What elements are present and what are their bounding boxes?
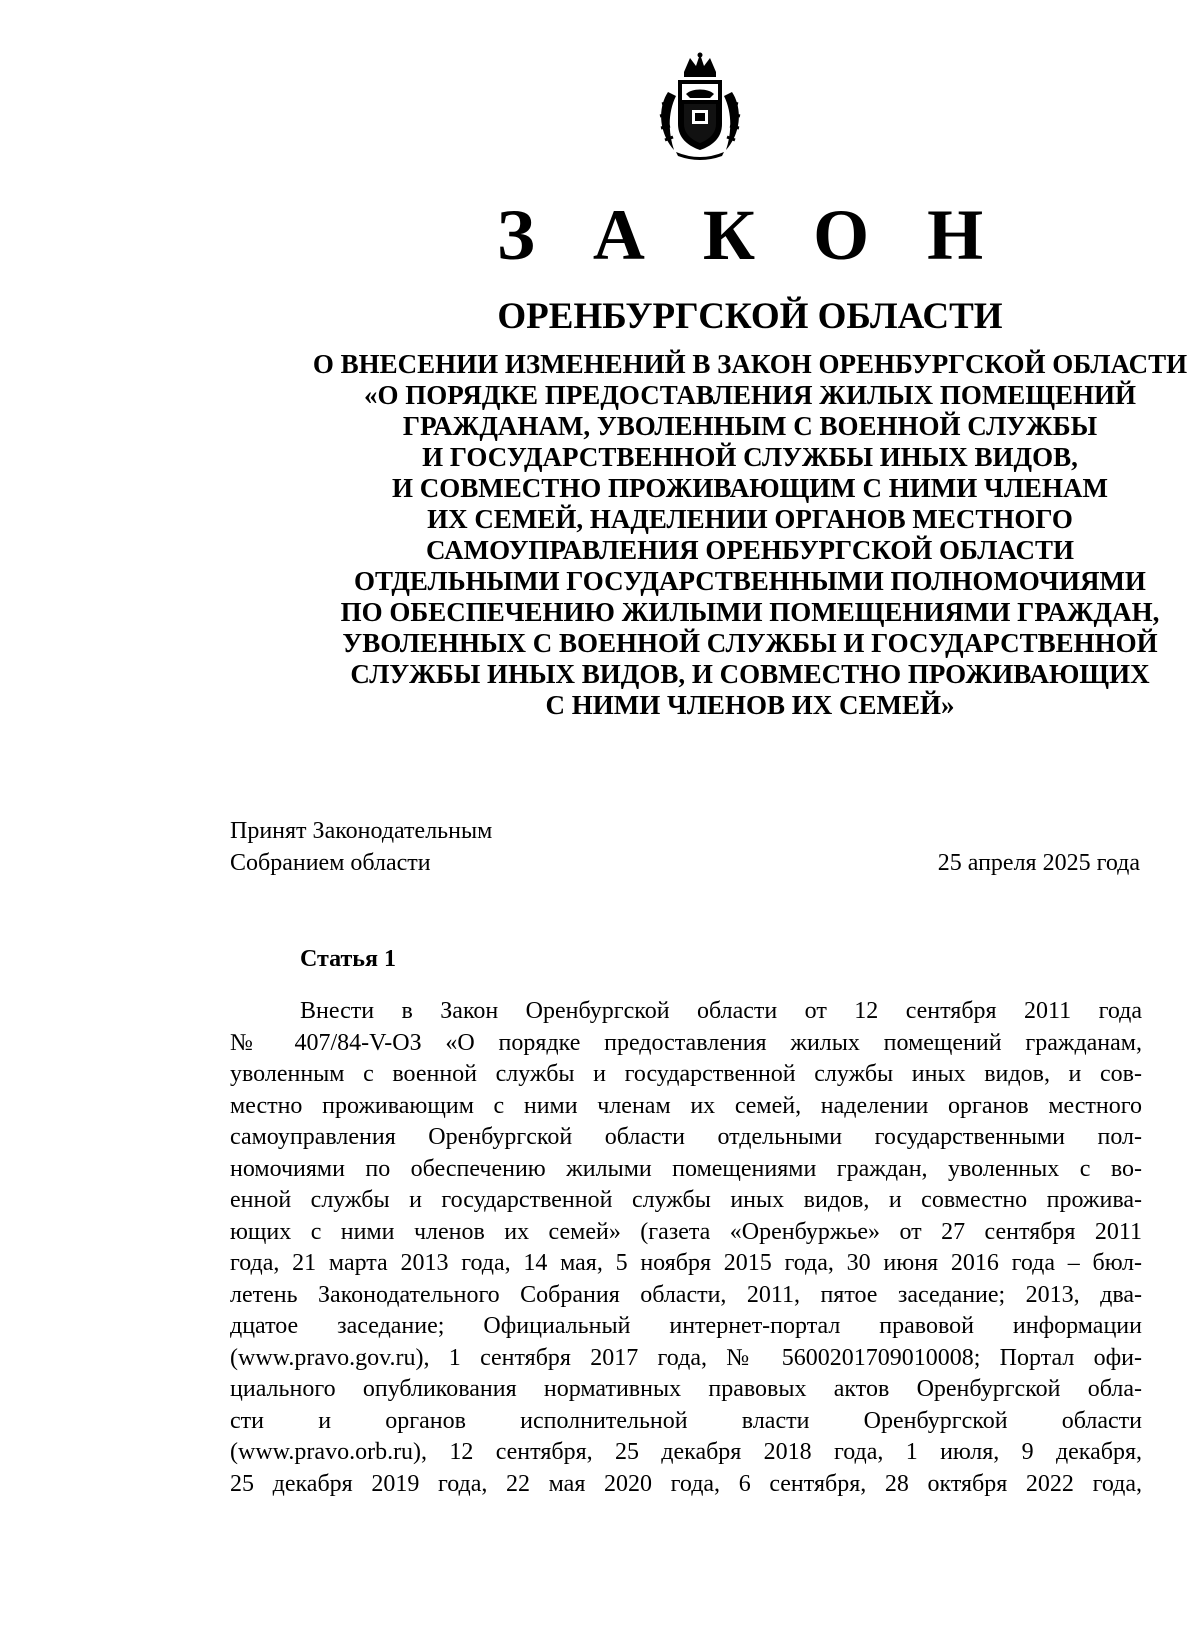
- subtitle-line: «О ПОРЯДКЕ ПРЕДОСТАВЛЕНИЯ ЖИЛЫХ ПОМЕЩЕНИЙ: [364, 380, 1136, 410]
- body-line: самоуправления Оренбургской области отдельными государственными пол-: [230, 1124, 1142, 1150]
- subtitle-line: СЛУЖБЫ ИНЫХ ВИДОВ, И СОВМЕСТНО ПРОЖИВАЮЩИХ: [350, 659, 1150, 689]
- body-line: 25 декабря 2019 года, 22 мая 2020 года, 6 сентября, 28 октября 2022 года,: [230, 1470, 1142, 1497]
- law-subtitle: [0, 349, 1200, 721]
- subtitle-line: УВОЛЕННЫХ С ВОЕННОЙ СЛУЖБЫ И ГОСУДАРСТВЕННОЙ: [342, 628, 1158, 658]
- body-line: дцатое заседание; Официальный интернет-портал правовой информации: [230, 1313, 1142, 1339]
- coat-of-arms-icon: [654, 52, 746, 160]
- subtitle-line: ПО ОБЕСПЕЧЕНИЮ ЖИЛЫМИ ПОМЕЩЕНИЯМИ ГРАЖДАН,: [340, 597, 1160, 627]
- body-line: (www.pravo.gov.ru), 1 сентября 2017 года, № 5600201709010008; Портал офи-: [230, 1344, 1142, 1371]
- subtitle-line: САМОУПРАВЛЕНИЯ ОРЕНБУРГСКОЙ ОБЛАСТИ: [426, 535, 1074, 565]
- subtitle-line: И ГОСУДАРСТВЕННОЙ СЛУЖБЫ ИНЫХ ВИДОВ,: [422, 442, 1078, 472]
- subtitle-line: ОТДЕЛЬНЫМИ ГОСУДАРСТВЕННЫМИ ПОЛНОМОЧИЯМИ: [354, 566, 1146, 596]
- body-line: № 407/84-V-ОЗ «О порядке предоставления жилых помещений гражданам,: [230, 1029, 1142, 1056]
- adoption-note: [230, 815, 492, 879]
- subtitle-line: ГРАЖДАНАМ, УВОЛЕННЫМ С ВОЕННОЙ СЛУЖБЫ: [402, 411, 1098, 441]
- document-title: З А К О Н: [496, 195, 1004, 275]
- body-line: Внести в Закон Оренбургской области от 12 сентября 2011 года: [300, 998, 1142, 1024]
- body-line: енной службы и государственной службы иных видов, и совместно прожива-: [230, 1187, 1142, 1213]
- subtitle-line: И СОВМЕСТНО ПРОЖИВАЮЩИМ С НИМИ ЧЛЕНАМ: [392, 473, 1108, 503]
- adoption-date: 25 апреля 2025 года: [937, 850, 1140, 876]
- adoption-line: Собранием области: [230, 850, 431, 876]
- subtitle-line: ИХ СЕМЕЙ, НАДЕЛЕНИИ ОРГАНОВ МЕСТНОГО: [427, 504, 1073, 534]
- body-line: уволенным с военной службы и государственной службы иных видов, и сов-: [230, 1061, 1142, 1087]
- subtitle-line: С НИМИ ЧЛЕНОВ ИХ СЕМЕЙ»: [545, 690, 955, 720]
- region-name: ОРЕНБУРГСКОЙ ОБЛАСТИ: [497, 296, 1003, 337]
- body-line: летень Законодательного Собрания области, 2011, пятое заседание; 2013, два-: [230, 1281, 1142, 1308]
- body-line: номочиями по обеспечению жилыми помещениями граждан, уволенных с во-: [230, 1155, 1142, 1182]
- body-line: сти и органов исполнительной власти Оренбургской области: [230, 1407, 1142, 1434]
- body-line: (www.pravo.orb.ru), 12 сентября, 25 декабря 2018 года, 1 июля, 9 декабря,: [230, 1439, 1142, 1465]
- body-line: местно проживающим с ними членам их семей, наделении органов местного: [230, 1092, 1142, 1119]
- subtitle-line: О ВНЕСЕНИИ ИЗМЕНЕНИЙ В ЗАКОН ОРЕНБУРГСКОЙ ОБЛАСТИ: [312, 349, 1188, 379]
- body-line: года, 21 марта 2013 года, 14 мая, 5 ноября 2015 года, 30 июня 2016 года – бюл-: [230, 1250, 1142, 1276]
- body-line: ющих с ними членов их семей» (газета «Оренбуржье» от 27 сентября 2011: [230, 1218, 1142, 1245]
- article-body: [230, 996, 1142, 1500]
- body-line: циального опубликования нормативных правовых актов Оренбургской обла-: [230, 1376, 1142, 1402]
- adoption-line: Принят Законодательным: [230, 818, 493, 844]
- article-heading: Статья 1: [300, 946, 396, 972]
